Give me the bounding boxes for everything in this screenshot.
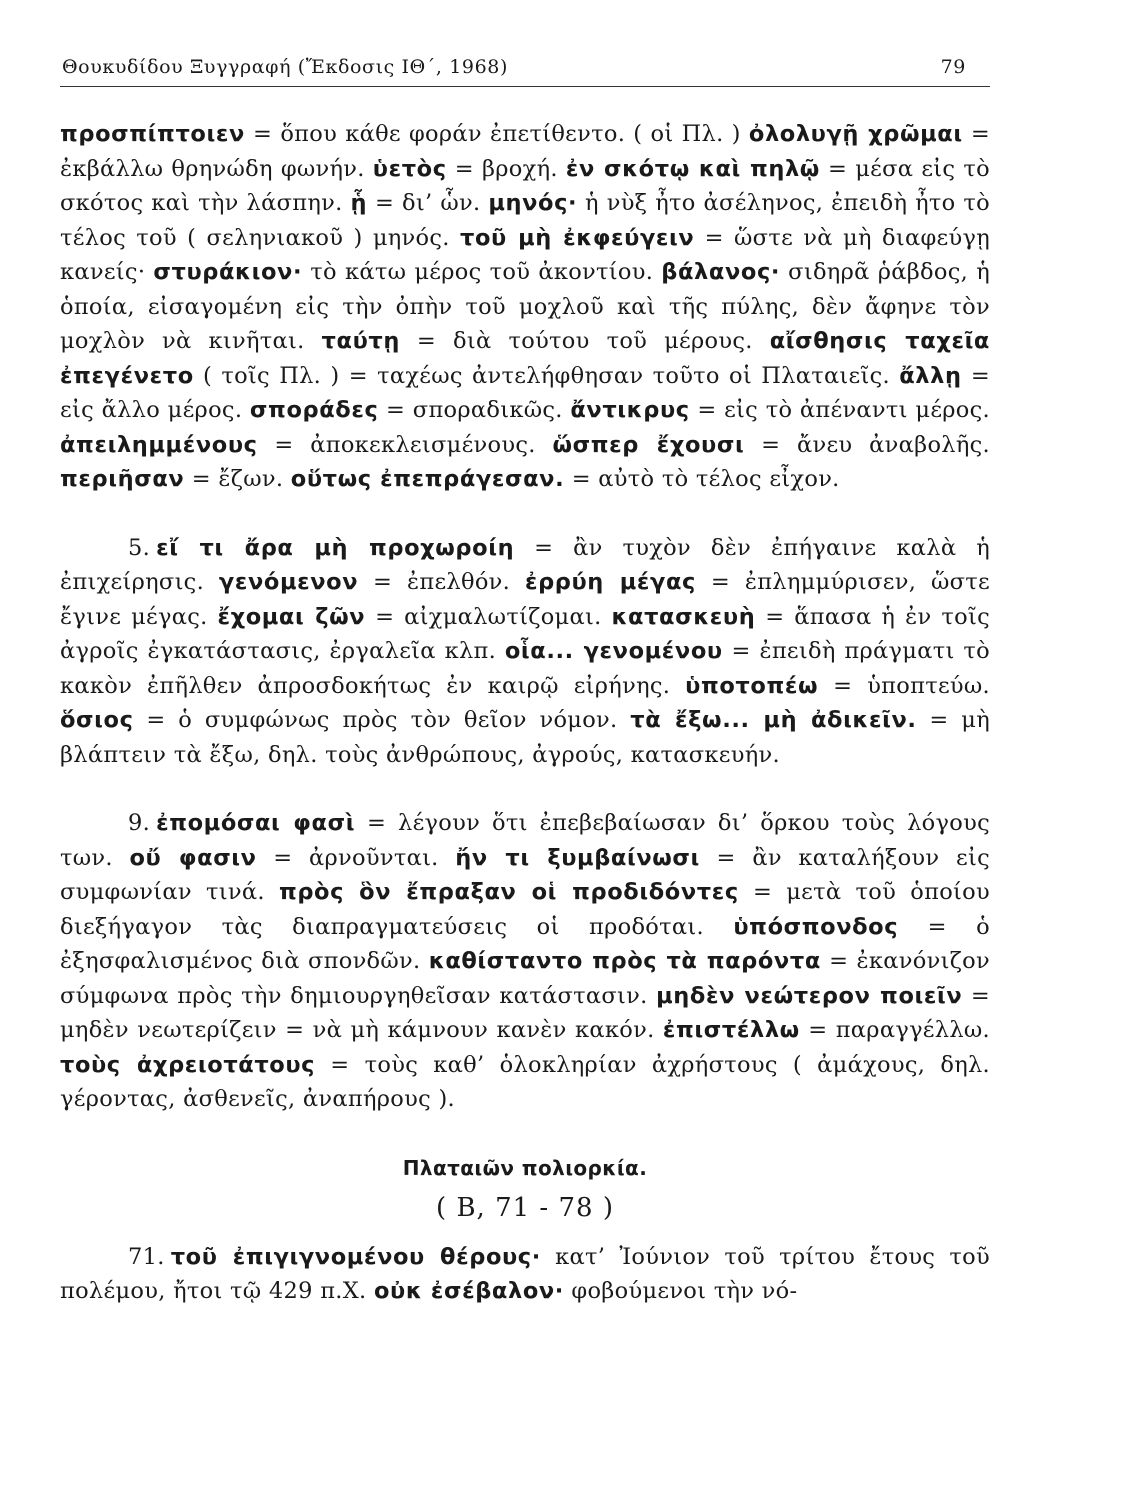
lemma-term: προσπίπτοιεν: [60, 121, 245, 147]
gloss-text: = μηδὲν νεωτερίζειν = νὰ μὴ κάμνουν κανὲν κακόν.: [60, 982, 990, 1043]
gloss-text: κατ’ Ἰούνιον τοῦ τρίτου ἔτους τοῦ πολέμου, ἤτοι τῷ 429 π.Χ.: [60, 1243, 991, 1304]
gloss-text: = βροχή.: [446, 155, 566, 182]
lemma-term: ἀπειλημμένους: [60, 431, 258, 458]
lemma-term: ταύτῃ: [321, 328, 400, 354]
gloss-text: = ἄνευ ἀναβολῆς.: [744, 431, 990, 458]
gloss-text: = ἐπλημμύρισεν, ὥστε ἔγινε μέγας.: [60, 569, 991, 630]
gloss-text: = διὰ τούτου τοῦ μέρους.: [399, 328, 770, 354]
lemma-term: καθίσταντο πρὸς τὰ παρόντα: [428, 948, 821, 974]
gloss-text: τὸ κάτω μέρος τοῦ ἀκοντίου.: [302, 259, 662, 285]
lemma-term: ὀλολυγῇ χρῶμαι: [748, 121, 963, 147]
gloss-text: φοβούμενοι τὴν νό-: [563, 1278, 798, 1304]
lemma-term: σποράδες: [249, 397, 379, 423]
commentary-paragraph: [60, 806, 990, 1117]
gloss-text: ἡ νὺξ ἦτο ἀσέληνος, ἐπειδὴ ἦτο τὸ τέλος τοῦ ( σεληνιακοῦ ) μηνός.: [60, 190, 990, 251]
paragraph-number: 5.: [128, 534, 151, 561]
gloss-text: = μετὰ τοῦ ὁποίου διεξήγαγον τὰς διαπραγματεύσεις οἱ προδόται.: [60, 879, 990, 940]
gloss-text: = αἰχμαλωτίζομαι.: [365, 603, 612, 630]
lemma-term: ὑετὸς: [372, 155, 447, 182]
lemma-term: βάλανος·: [661, 259, 781, 285]
lemma-term: ἔχομαι ζῶν: [217, 603, 366, 630]
gloss-text: = εἰς ἄλλο μέρος.: [60, 362, 990, 423]
paragraph-number: 9.: [128, 810, 151, 836]
lemma-term: τὰ ἔξω... μὴ ἀδικεῖν.: [630, 707, 917, 733]
lemma-term: ἄντικρυς: [570, 397, 690, 423]
lemma-term: οὕτως ἐπεπράγεσαν.: [290, 466, 565, 492]
gloss-text: = μὴ βλάπτειν τὰ ἔξω, δηλ. τοὺς ἀνθρώπους, ἀγρούς, κατασκευήν.: [60, 707, 991, 768]
lemma-term: στυράκιον·: [153, 259, 303, 285]
gloss-text: = ἅπασα ἡ ἐν τοῖς ἀγροῖς ἐγκατάστασις, ἐργαλεῖα κλπ.: [60, 603, 990, 664]
lemma-term: ἐπομόσαι φασὶ: [156, 810, 356, 836]
lemma-term: ἤν τι ξυμβαίνωσι: [455, 844, 700, 871]
lemma-term: ὅσιος: [60, 707, 134, 733]
lemma-term: τοὺς ἀχρειοτάτους: [60, 1051, 316, 1078]
lemma-term: ἐν σκότῳ καὶ πηλῷ: [565, 155, 820, 182]
gloss-text: = ἂν καταλήξουν εἰς συμφωνίαν τινά.: [60, 844, 990, 905]
gloss-text: = ἐκανόνιζον σύμφωνα πρὸς τὴν δημιουργηθεῖσαν κατάστασιν.: [60, 948, 991, 1009]
lemma-term: ὥσπερ ἔχουσι: [552, 431, 745, 458]
lemma-term: τοῦ ἐπιγιγνομένου θέρους·: [170, 1243, 541, 1270]
lemma-term: περιῆσαν: [60, 466, 185, 492]
lemma-term: ὑποτοπέω: [685, 672, 819, 699]
gloss-text: = τοὺς καθ’ ὁλοκληρίαν ἀχρήστους ( ἀμάχους, δηλ. γέροντας, ἀσθενεῖς, ἀναπήρους ).: [60, 1051, 990, 1112]
lemma-term: κατασκευὴ: [611, 603, 756, 630]
gloss-text: = δι’ ὧν.: [367, 190, 489, 216]
gloss-text: = ἐκβάλλω θρηνώδη φωνήν.: [60, 121, 990, 182]
gloss-text: = μέσα εἰς τὸ σκότος καὶ τὴν λάσπην.: [60, 155, 990, 216]
gloss-text: = ὁ ἐξησφαλισμένος διὰ σπονδῶν.: [60, 913, 990, 974]
gloss-text: = σποραδικῶς.: [378, 397, 571, 423]
lemma-term: γενόμενον: [218, 569, 359, 595]
gloss-text: = εἰς τὸ ἀπέναντι μέρος.: [689, 397, 990, 423]
gloss-text: = λέγουν ὅτι ἐπεβεβαίωσαν δι’ ὅρκου τοὺς λόγους των.: [60, 810, 990, 871]
section-reference: ( Β, 71 - 78 ): [436, 1193, 614, 1223]
gloss-text: = ὅπου κάθε φοράν ἐπετίθεντο. ( οἱ Πλ. ): [244, 121, 749, 147]
gloss-text: = παραγγέλλω.: [799, 1017, 990, 1043]
gloss-text: = ἐπειδὴ πράγματι τὸ κακὸν ἐπῆλθεν ἀπροσδοκήτως ἐν καιρῷ εἰρήνης.: [60, 638, 990, 699]
commentary-body: [60, 117, 990, 1309]
commentary-paragraph: [60, 531, 990, 773]
gloss-text: = αὐτὸ τὸ τέλος εἶχον.: [564, 466, 840, 492]
running-header: [60, 56, 990, 87]
lemma-term: εἴ τι ἄρα μὴ προχωροίη: [156, 534, 515, 561]
gloss-text: = ἂν τυχὸν δὲν ἐπήγαινε καλὰ ἡ ἐπιχείρησις.: [60, 534, 991, 595]
paragraph-number: 71.: [128, 1243, 165, 1270]
section-title: Πλαταιῶν πολιορκία.: [402, 1155, 648, 1180]
lemma-term: οἷα... γενομένου: [504, 638, 723, 664]
gloss-text: = ἐπελθόν.: [358, 569, 525, 595]
gloss-text: = ὑποπτεύω.: [818, 672, 990, 699]
lemma-term: οὔ φασιν: [129, 844, 257, 871]
gloss-text: ( τοῖς Πλ. ) = ταχέως ἀντελήφθησαν τοῦτο οἱ Πλαταιεῖς.: [193, 362, 900, 389]
lemma-term: ἐπιστέλλω: [662, 1017, 800, 1043]
lemma-term: πρὸς ὃν ἔπραξαν οἱ προδιδόντες: [278, 879, 739, 905]
gloss-text: σιδηρᾶ ῥάβδος, ἡ ὁποία, εἰσαγομένη εἰς τὴν ὀπὴν τοῦ μοχλοῦ καὶ τῆς πύλης, δὲν ἄφηνε τὸν μοχλὸν νὰ κινῆται.: [60, 259, 990, 354]
lemma-term: μηνός·: [488, 190, 578, 216]
gloss-text: = ἔζων.: [184, 466, 291, 492]
page-number: 79: [940, 56, 966, 78]
lemma-term: ἐρρύη μέγας: [524, 569, 696, 595]
gloss-text: = ὁ συμφώνως πρὸς τὸν θεῖον νόμον.: [133, 707, 631, 733]
running-title: Θουκυδίδου Ξυγγραφή (Ἔκδοσις ΙΘ΄, 1968): [62, 56, 508, 78]
lemma-term: ᾗ: [350, 190, 368, 216]
gloss-text: = ἀρνοῦνται.: [256, 844, 456, 871]
lemma-term: οὐκ ἐσέβαλον·: [373, 1278, 564, 1304]
document-page: [60, 56, 990, 1309]
lemma-term: ὑπόσπονδος: [733, 913, 899, 940]
lemma-term: ἄλλῃ: [899, 362, 962, 389]
gloss-text: = ἀποκεκλεισμένους.: [257, 431, 553, 458]
lemma-term: τοῦ μὴ ἐκφεύγειν: [460, 224, 695, 251]
commentary-paragraph: [60, 117, 990, 497]
gloss-text: = ὥστε νὰ μὴ διαφεύγῃ κανείς·: [60, 224, 991, 285]
lemma-term: μηδὲν νεώτερον ποιεῖν: [656, 982, 963, 1009]
commentary-paragraph: [60, 1240, 990, 1309]
lemma-term: αἴσθησις ταχεῖα ἐπεγένετο: [60, 328, 990, 389]
